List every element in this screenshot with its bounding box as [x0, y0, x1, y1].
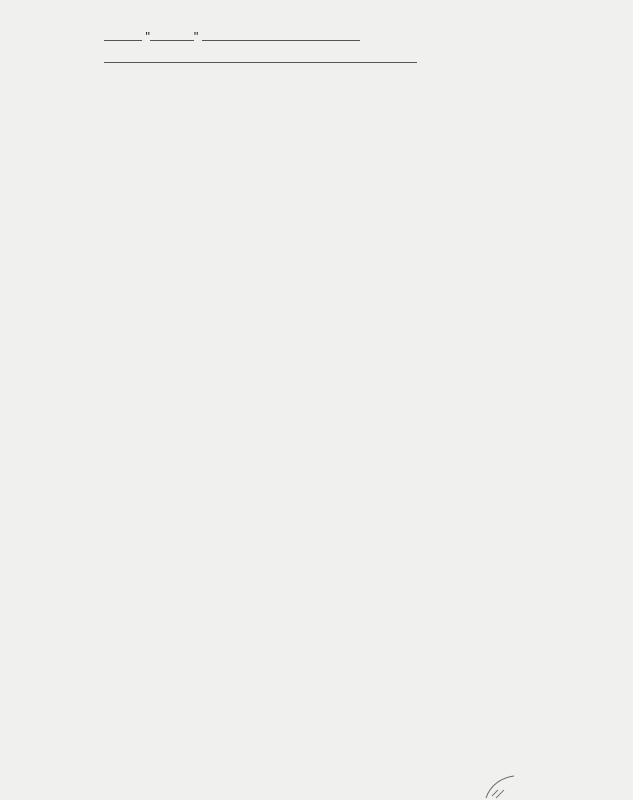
col-number	[262, 234, 306, 264]
col-number	[110, 234, 138, 264]
col-number	[32, 234, 56, 264]
col-number	[138, 234, 262, 264]
col-number	[398, 234, 442, 264]
col-number	[56, 234, 84, 264]
city-line	[104, 52, 417, 66]
col-number	[540, 234, 608, 264]
col-number	[84, 234, 110, 264]
col-number	[346, 234, 398, 264]
street-value	[202, 40, 360, 41]
stamp-mark	[482, 772, 518, 800]
col-number	[442, 234, 488, 264]
city-value	[104, 62, 417, 63]
address-line: " "	[104, 30, 360, 44]
liter-value	[150, 40, 194, 41]
col-number	[306, 234, 346, 264]
col-number	[488, 234, 540, 264]
number-value	[104, 40, 142, 41]
